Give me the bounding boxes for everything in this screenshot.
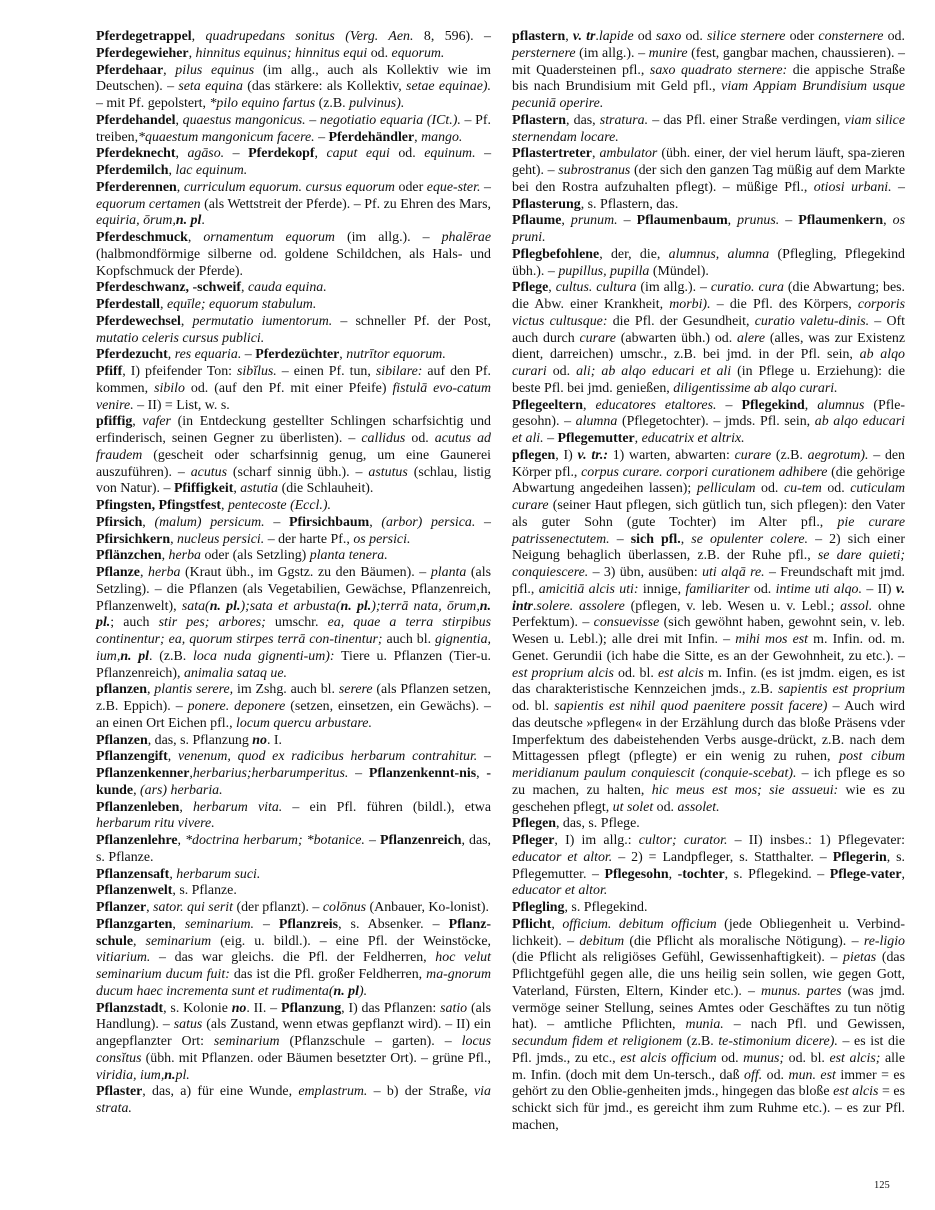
- left-column: [96, 29, 491, 1118]
- dictionary-entry: Pferdeschwanz, -schweif, cauda equina.: [96, 280, 327, 296]
- page-number: 125: [874, 1180, 890, 1191]
- dictionary-entry: Pflegeeltern, educatores etaltores. – Pflegekind, alumnus (Pfle-gesohn). – alumna (Pflegetochter). – jmds. Pfl. sein, ab alqo educari et ali. – Pflegemutter, educatrix et altrix.: [512, 397, 906, 446]
- dictionary-entry: Pflanze, herba (Kraut übh., im Ggstz. zu den Bäumen). – planta (als Setzling). – die Pflanzen (als Vegetabilien, Gewächse, Pflanzenreich, Pflanzenwelt), sata(n. pl.);sata et arbusta(n. pl.);terrā nata, ōrum,n. pl.; auch stir pes; arbores; umschr. ea, quae a terra stirpibus continentur; ea, quorum stirpes terrā con-tinentur; auch bl. gignentia, ium,n. pl. (z.B. loca nuda gignenti-um): Tiere u. Pflanzen (Tier-u. Pflanzenreich), animalia sataq ue.: [96, 565, 491, 681]
- dictionary-entry: Pferdehaar, pilus equinus (im allg., auch als Kollektiv wie im Deutschen). – seta equina (das stärkere: als Kollektiv, setae equinae). – mit Pf. gepolstert, *pilo equino fartus (z.B. pulvinus).: [96, 62, 491, 111]
- dictionary-entry: Pflegen, das, s. Pflege.: [512, 816, 640, 832]
- dictionary-entry: Pferdeschmuck, ornamentum equorum (im allg.). – phalērae (halbmondförmige silberne od. goldene Schildchen, als Hals- und Kopfschmuck der Pferde).: [96, 230, 491, 279]
- dictionary-entry: Pflege, cultus. cultura (im allg.). – curatio. cura (die Abwartung; bes. die Abw. einer Krankheit, morbi). – die Pfl. des Körpers, corporis victus cultusque: die Pfl. der Gesundheit, curatio valetu-dinis. – Oft auch durch curare (abwarten übh.) od. alere (alles, was zur Existenz dient, darreichen) umschr., z.B. bei jmd. in der Pfl. sein, ab alqo curari od. ali; ab alqo educari et ali (in Pflege u. Erziehung): die beste Pfl. bei jmd. genießen, diligentissime ab alqo curari.: [512, 280, 906, 396]
- dictionary-entry: Pflaume, prunum. – Pflaumenbaum, prunus. – Pflaumenkern, os pruni.: [512, 213, 905, 245]
- dictionary-entry: Pflanzenleben, herbarum vita. – ein Pfl. führen (bildl.), etwa herbarum ritu vivere.: [96, 799, 491, 832]
- right-column: [512, 29, 905, 1135]
- dictionary-entry: Pfirsich, (malum) persicum. – Pfirsichbaum, (arbor) persica. – Pfirsichkern, nucleus persici. – der harte Pf., os persici.: [96, 514, 491, 547]
- dictionary-entry: Pflanzenwelt, s. Pflanze.: [96, 883, 237, 899]
- dictionary-entry: Pflanzgarten, seminarium. – Pflanzreis, s. Absenker. – Pflanz-schule, seminarium (eig. u. bildl.). – eine Pfl. der Weinstöcke, vitiarium. – das war gleichs. die Pfl. der Feldherren, hoc velut seminarium ducum fuit: das ist die Pfl. großer Feldherren, ma-gnorum ducum haec incrementa sunt et rudimenta(n. pl).: [96, 916, 492, 999]
- dictionary-entry: Pflanzstadt, s. Kolonie no. II. – Pflanzung, I) das Pflanzen: satio (als Handlung). – satus (als Zustand, wenn etwas gepflanzt wird). – II) ein angepflanzter Ort: seminarium (Pflanzschule – garten). – locus consĭtus (übh. mit Pflanzen. oder Bäumen besetzter Ort). – grüne Pfl., viridia, ium,n.pl.: [96, 1000, 491, 1083]
- dictionary-entry: Pflanzen, das, s. Pflanzung no. I.: [96, 732, 282, 748]
- dictionary-entry: Pflastertreter, ambulator (übh. einer, der viel herum läuft, spa-zieren geht). – subrostranus (der sich den ganzen Tag müßig auf dem Markte bei den Rostra aufzuhalten pflegt). – müßige Pfl., otiosi urbani. – Pflasterung, s. Pflastern, das.: [512, 146, 906, 212]
- dictionary-entry: Pferdegetrappel, quadrupedans sonitus (Verg. Aen. 8, 596). – Pferdegewieher, hinnitus equinus; hinnitus equi od. equorum.: [96, 29, 491, 61]
- dictionary-entry: Pfiff, I) pfeifender Ton: sibĭlus. – einen Pf. tun, sibilare: auf den Pf. kommen, sibilo od. (auf den Pf. mit einer Pfeife) fistulā evo-catum venire. – II) = List, w. s.: [96, 364, 491, 413]
- dictionary-entry: Pferdestall, equīle; equorum stabulum.: [96, 297, 317, 312]
- dictionary-entry: Pflanzensaft, herbarum suci.: [96, 866, 261, 882]
- dictionary-entry: Pflegling, s. Pflegekind.: [512, 900, 648, 915]
- dictionary-entry: Pferdewechsel, permutatio iumentorum. – schneller Pf. der Post, mutatio celeris cursus publici.: [96, 313, 491, 346]
- dictionary-entry: Pflanzer, sator. qui serit (der pflanzt). – colōnus (Anbauer, Ko-lonist).: [96, 900, 489, 915]
- dictionary-entry: Pflastern, das, stratura. – das Pfl. einer Straße verdingen, viam silice sternendam locare.: [512, 112, 905, 145]
- dictionary-entry: Pflänzchen, herba oder (als Setzling) planta tenera.: [96, 548, 388, 564]
- dictionary-entry: pflegen, I) v. tr.: 1) warten, abwarten: curare (z.B. aegrotum). – den Körper pfl., corpus curare. corpori curationem adhibere (die gehörige Abwartung angedeihen lassen); pelliculam od. cu-tem od. cuticulam curare (seiner Haut pflegen, sich gütlich tun, sich pflegen): den Vater als guter Sohn (gute Tochter) im Alter pfl., pie curare patrissenectutem. – sich pfl., se opulenter colere. – 2) sich einer Neigung behaglich überlassen, z.B. der Ruhe pfl., se dare quieti; conquiescere. – 3) übn, ausüben: uti alqā re. – Freundschaft mit jmd. pfl., amicitiā alcis uti: innige, familiariter od. intime uti alqo. – II) v. intr.solere. assolere (pflegen, v. leb. Wesen u. v. Lebl.; assol. ohne Perfektum). – consuevisse (sich gewöhnt haben, gewohnt sein, v. leb. Wesen u. Lebl.); alle drei mit Infin. – mihi mos est m. Infin. od. m. Genet. Gerundii (ich habe die Sitte, es an der Gewohnheit, zu etc.). – est proprium alcis od. bl. est alcis m. Infin. (es ist jmdm. eigen, es ist das charakteristische Kennzeichen jmds., z.B. sapientis est proprium od. bl. sapientis est nihil quod paenitere possit facere) – Auch wird das deutsche »pflegen« in der Erzählung durch das bloße Präsens vder Imperfektum des dabeistehenden Verbs ausge-drückt, z.B. nach dem Mittagessen pflegt (pflegte) er ein wenig zu ruhen, post cibum meridianum paulum conquiescit (conquie-scebat). – ich pflege es so zu machen, zu halten, hic meus est mos; sie assueui: wie es zu geschehen pflegt, ut solet od. assolet.: [512, 447, 906, 815]
- dictionary-entry: Pflanzengift, venenum, quod ex radicibus herbarum contrahitur. – Pflanzenkenner,herbarius;herbarumperitus. – Pflanzenkennt-nis, -kunde, (ars) herbaria.: [96, 749, 492, 798]
- dictionary-entry: Pflaster, das, a) für eine Wunde, emplastrum. – b) der Straße, via strata.: [96, 1084, 491, 1116]
- dictionary-entry: Pflicht, officium. debitum officium (jede Obliegenheit u. Verbind-lichkeit). – debitum (die Pflicht als moralische Nötigung). – re-ligio (die Pflicht als religiöses Gefühl, Gewissenhaftigkeit). – pietas (das Pflichtgefühl gegen alle, die uns heilig sein sollen, wie gegen Gott, Vaterland, Fürsten, Eltern, Kinder etc.). – munus. partes (was jmd. vermöge seiner Stellung, seines Amtes oder Geschäftes zu tun nötig hat). – amtliche Pflichten, munia. – nach Pfl. und Gewissen, secundum fidem et religionem (z.B. te-stimonium dicere). – es ist die Pfl. jmds., zu etc., est alcis officium od. munus; od. bl. est alcis; alle m. Infin. (doch mit dem Un-tersch., daß off. od. mun. est immer = es gehört zu den Oblie-genheiten jmds., hingegen das bloße est alcis = es schickt sich für jmd., es gereicht ihm zum Ruhme etc.). – es zur Pfl. machen,: [512, 916, 906, 1133]
- dictionary-entry: pflanzen, plantis serere, im Zshg. auch bl. serere (als Pflanzen setzen, z.B. Eppich). – ponere. deponere (setzen, einsetzen, ein Gewächs). – an einen Ort Eichen pfl., locum quercu arbustare.: [96, 682, 492, 731]
- dictionary-entry: Pfingsten, Pfingstfest, pentecoste (Eccl.).: [96, 498, 331, 513]
- dictionary-entry: Pfleger, I) im allg.: cultor; curator. – II) insbes.: 1) Pflegevater: educator et altor. – 2) = Landpfleger, s. Statthalter. – Pflegerin, s. Pflegemutter. – Pflegesohn, -tochter, s. Pflegekind. – Pflege-vater, educator et altor.: [512, 833, 905, 899]
- dictionary-entry: Pflanzenlehre, *doctrina herbarum; *botanice. – Pflanzenreich, das, s. Pflanze.: [96, 833, 492, 865]
- dictionary-entry: pfiffig, vafer (in Entdeckung gestellter Schlingen scharfsichtig und erfinderisch, seinen Gegner zu überlisten). – callidus od. acutus ad fraudem (gescheit oder scharfsinnig genug, um eine Gaunerei auszuführen). – acutus (scharf sinnig übh.). – astutus (schlau, listig von Natur). – Pfiffigkeit, astutia (die Schlauheit).: [96, 414, 491, 497]
- dictionary-entry: Pferderennen, curriculum equorum. cursus equorum oder eque-ster. – equorum certamen (als Wettstreit der Pferde). – Pf. zu Ehren des Mars, equiria, ōrum,n. pl.: [96, 179, 491, 229]
- dictionary-entry: pflastern, v. tr.lapide od saxo od. silice sternere oder consternere od. persternere (im allg.). – munire (fest, gangbar machen, chaussieren). – mit Quadersteinen pfl., saxo quadrato sternere: die appische Straße bis nach Brundisium mit Geld pfl., viam Appiam Brundisium usque pecuniā operire.: [512, 29, 905, 111]
- dictionary-entry: Pflegbefohlene, der, die, alumnus, alumna (Pflegling, Pflegekind übh.). – pupillus, pupilla (Mündel).: [512, 246, 905, 279]
- dictionary-entry: Pferdehandel, quaestus mangonicus. – negotiatio equaria (ICt.). – Pf. treiben,*quaestum mangonicum facere. – Pferdehändler, mango.: [96, 112, 491, 145]
- dictionary-entry: Pferdezucht, res equaria. – Pferdezüchter, nutrītor equorum.: [96, 347, 446, 363]
- dictionary-entry: Pferdeknecht, agāso. – Pferdekopf, caput equi od. equinum. – Pferdemilch, lac equinum.: [96, 146, 492, 178]
